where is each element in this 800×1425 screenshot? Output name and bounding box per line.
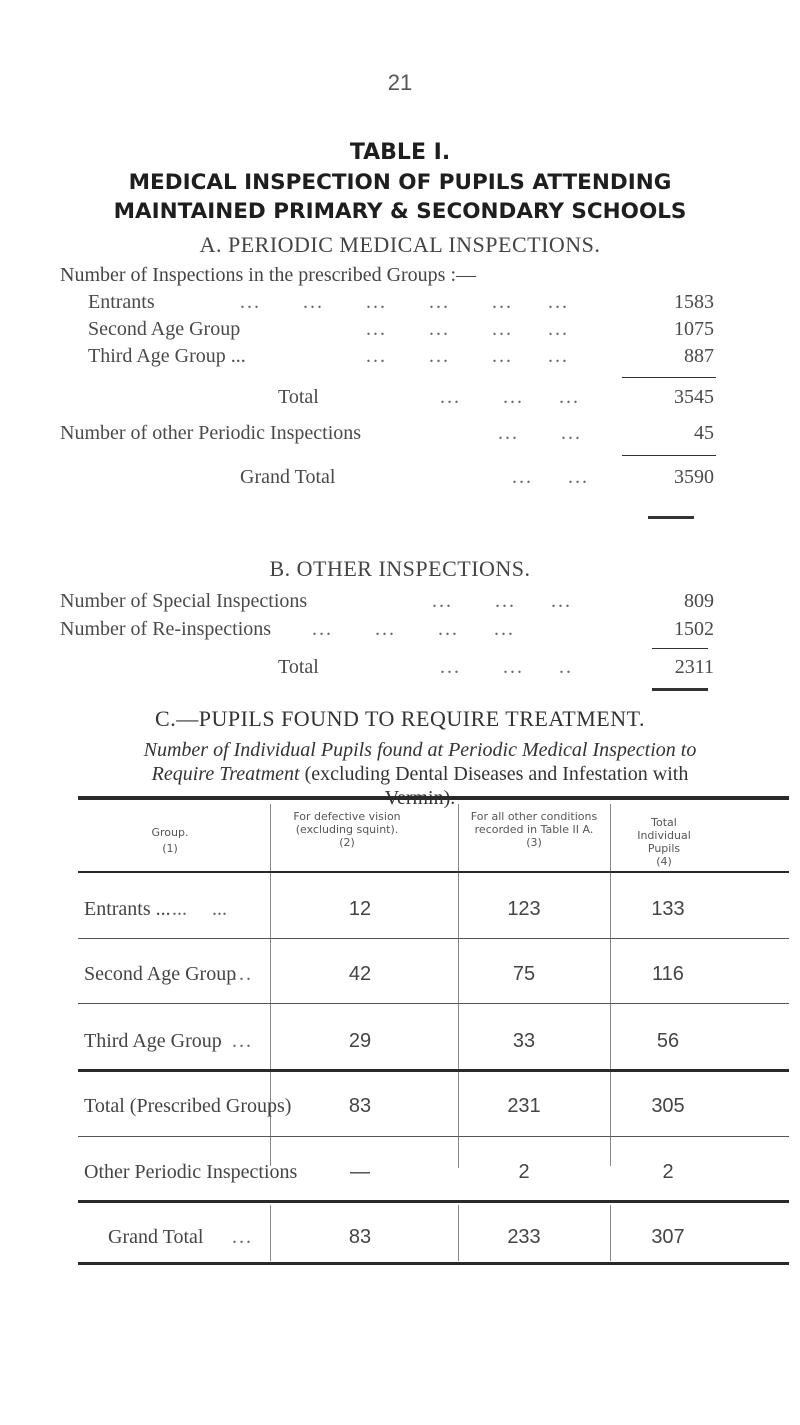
cell-vision: — <box>350 1161 370 1183</box>
row-label: Third Age Group ... <box>88 345 246 367</box>
row-label: Second Age Group <box>88 318 241 340</box>
cell-other: 233 <box>507 1226 541 1248</box>
section-c-title: C.—PUPILS FOUND TO REQUIRE TREATMENT. <box>155 706 645 731</box>
total-value: 2311 <box>674 656 714 678</box>
cell-total: 307 <box>651 1226 685 1248</box>
cell-vision: 83 <box>348 1095 372 1117</box>
row-group: Second Age Group <box>84 963 237 985</box>
row-group: Third Age Group <box>84 1030 222 1052</box>
section-a-intro: Number of Inspections in the prescribed Groups :— <box>60 264 477 286</box>
row-rule <box>78 938 789 939</box>
cell-vision: 83 <box>348 1226 372 1248</box>
table-title: TABLE I. <box>349 140 451 165</box>
cell-vision: 12 <box>348 898 372 920</box>
leader-dots: ... ... <box>512 466 589 488</box>
main-title-line-1: MEDICAL INSPECTION OF PUPILS ATTENDING <box>128 170 672 195</box>
row-value: 1502 <box>674 618 714 640</box>
column-divider <box>270 1205 271 1261</box>
header-text: Total Individual Pupils <box>637 816 691 855</box>
cell-total: 305 <box>651 1095 685 1117</box>
total-label: Total <box>278 386 319 408</box>
row-group: Total (Prescribed Groups) <box>84 1095 292 1117</box>
column-divider <box>458 804 459 1168</box>
section-b-title: B. OTHER INSPECTIONS. <box>269 556 531 581</box>
leader-dots: ... ... ... <box>440 386 580 408</box>
leader-dots: ... <box>232 1030 253 1052</box>
section-a-title: A. PERIODIC MEDICAL INSPECTIONS. <box>199 232 601 257</box>
leader-dots: ... ... ... ... ... ... <box>240 291 569 313</box>
cell-other: 33 <box>512 1030 536 1052</box>
header-text: For defective vision (excluding squint). <box>293 810 401 836</box>
row-group: Entrants ... <box>84 898 171 920</box>
table-header-group <box>120 826 220 855</box>
row-group: Other Periodic Inspections <box>84 1161 298 1183</box>
header-number: (1) <box>162 842 178 855</box>
table-header-other-conditions <box>468 810 600 849</box>
leader-dots: ... ... ... ... <box>312 618 515 640</box>
leader-dots: ... ... ... <box>432 590 572 612</box>
cell-vision: 42 <box>348 963 372 985</box>
row-label: Entrants <box>88 291 155 313</box>
table-header-vision <box>282 810 412 849</box>
page-number: 21 <box>387 70 413 95</box>
header-rule <box>78 871 789 873</box>
cell-total: 133 <box>651 898 685 920</box>
leader-dots: ... ... .. <box>440 656 573 678</box>
header-text: For all other conditions recorded in Table II A. <box>470 810 598 836</box>
row-label: Number of Re-inspections <box>60 618 272 640</box>
cell-other: 2 <box>518 1161 530 1183</box>
cell-total: 56 <box>656 1030 680 1052</box>
leader-dots: ... <box>232 1226 253 1248</box>
grand-total-value: 3590 <box>674 466 714 488</box>
row-rule-heavy <box>78 1200 789 1203</box>
row-value: 887 <box>684 345 714 367</box>
table-header-total <box>624 816 704 868</box>
total-label: Total <box>278 656 319 678</box>
table-top-rule <box>78 796 789 800</box>
column-divider <box>610 804 611 1166</box>
leader-dots: ... ... <box>172 898 227 920</box>
row-rule <box>78 1136 789 1137</box>
section-c-subtitle-italic: Number of Individual Pupils found at Periodic Medical Inspection to Require Treatment <box>143 739 697 785</box>
row-rule-heavy <box>78 1069 789 1072</box>
cell-vision: 29 <box>348 1030 372 1052</box>
cell-other: 231 <box>507 1095 541 1117</box>
main-title-line-2: MAINTAINED PRIMARY & SECONDARY SCHOOLS <box>113 199 687 224</box>
column-divider <box>458 1205 459 1261</box>
row-label: Number of Special Inspections <box>60 590 308 612</box>
row-value: 1583 <box>674 291 714 313</box>
grand-total-label: Grand Total <box>240 466 336 488</box>
header-number: (2) <box>339 836 355 849</box>
header-number: (4) <box>656 855 672 868</box>
leader-dots: ... ... <box>498 422 582 444</box>
other-value: 45 <box>694 422 714 444</box>
leader-dots: ... ... ... ... <box>366 318 569 340</box>
cell-other: 75 <box>512 963 536 985</box>
row-value: 809 <box>684 590 714 612</box>
other-label: Number of other Periodic Inspections <box>60 422 362 444</box>
leader-dots: ... ... ... ... <box>366 345 569 367</box>
table-bottom-rule <box>78 1262 789 1265</box>
header-text: Group. <box>151 826 189 839</box>
column-divider <box>610 1205 611 1261</box>
cell-total: 2 <box>662 1161 674 1183</box>
section-c-subtitle-plain: (excluding Dental Diseases and Infestation with <box>304 763 689 785</box>
cell-other: 123 <box>507 898 541 920</box>
row-group: Grand Total <box>108 1226 204 1248</box>
cell-total: 116 <box>652 963 684 985</box>
total-value: 3545 <box>674 386 714 408</box>
header-number: (3) <box>526 836 542 849</box>
row-rule <box>78 1003 789 1004</box>
row-value: 1075 <box>674 318 714 340</box>
leader-dots: ... <box>232 963 253 985</box>
